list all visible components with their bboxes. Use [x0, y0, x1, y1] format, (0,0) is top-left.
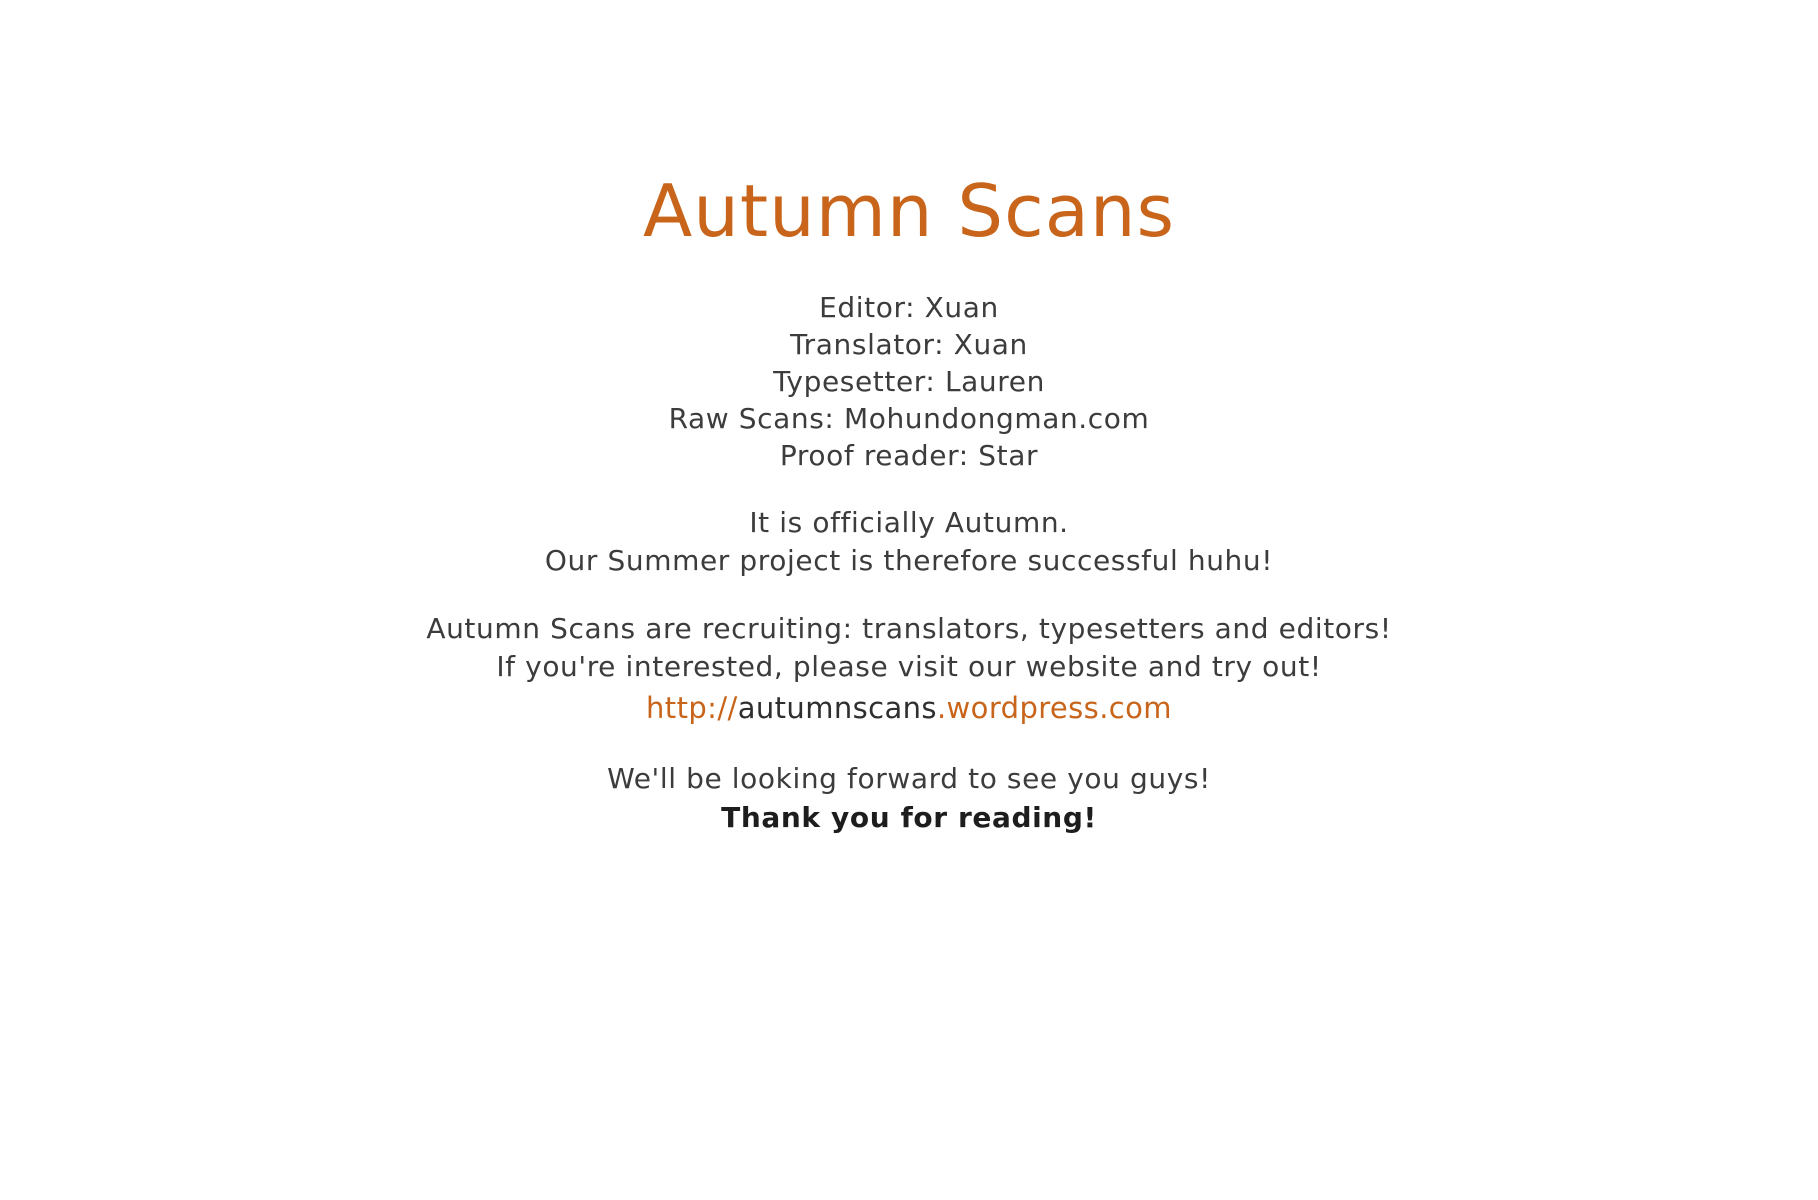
recruitment-line-1: Autumn Scans are recruiting: translators, typesetters and editors!	[426, 612, 1392, 645]
recruitment-line-2: If you're interested, please visit our website and try out!	[496, 650, 1322, 683]
closing-line-1: We'll be looking forward to see you guys!	[607, 762, 1211, 795]
recruitment-note	[0, 610, 1818, 728]
website-link-protocol: http://	[646, 691, 738, 725]
staff-credits-list	[0, 289, 1818, 474]
page-title: Autumn Scans	[643, 169, 1175, 253]
staff-credit-translator: Translator: Xuan	[790, 328, 1028, 361]
season-note	[0, 504, 1818, 580]
staff-credit-typesetter: Typesetter: Lauren	[773, 365, 1045, 398]
season-note-line-1: It is officially Autumn.	[749, 506, 1069, 539]
season-note-line-2: Our Summer project is therefore successful huhu!	[544, 544, 1274, 577]
website-link[interactable]	[0, 688, 1818, 728]
staff-credit-proof-reader: Proof reader: Star	[779, 439, 1039, 472]
closing-note	[0, 760, 1818, 838]
website-link-domain: autumnscans	[737, 691, 937, 725]
staff-credit-editor: Editor: Xuan	[819, 291, 999, 324]
website-link-tld: .wordpress.com	[936, 691, 1172, 725]
staff-credit-raw-scans: Raw Scans: Mohundongman.com	[668, 402, 1150, 435]
thank-you-line: Thank you for reading!	[721, 801, 1097, 834]
